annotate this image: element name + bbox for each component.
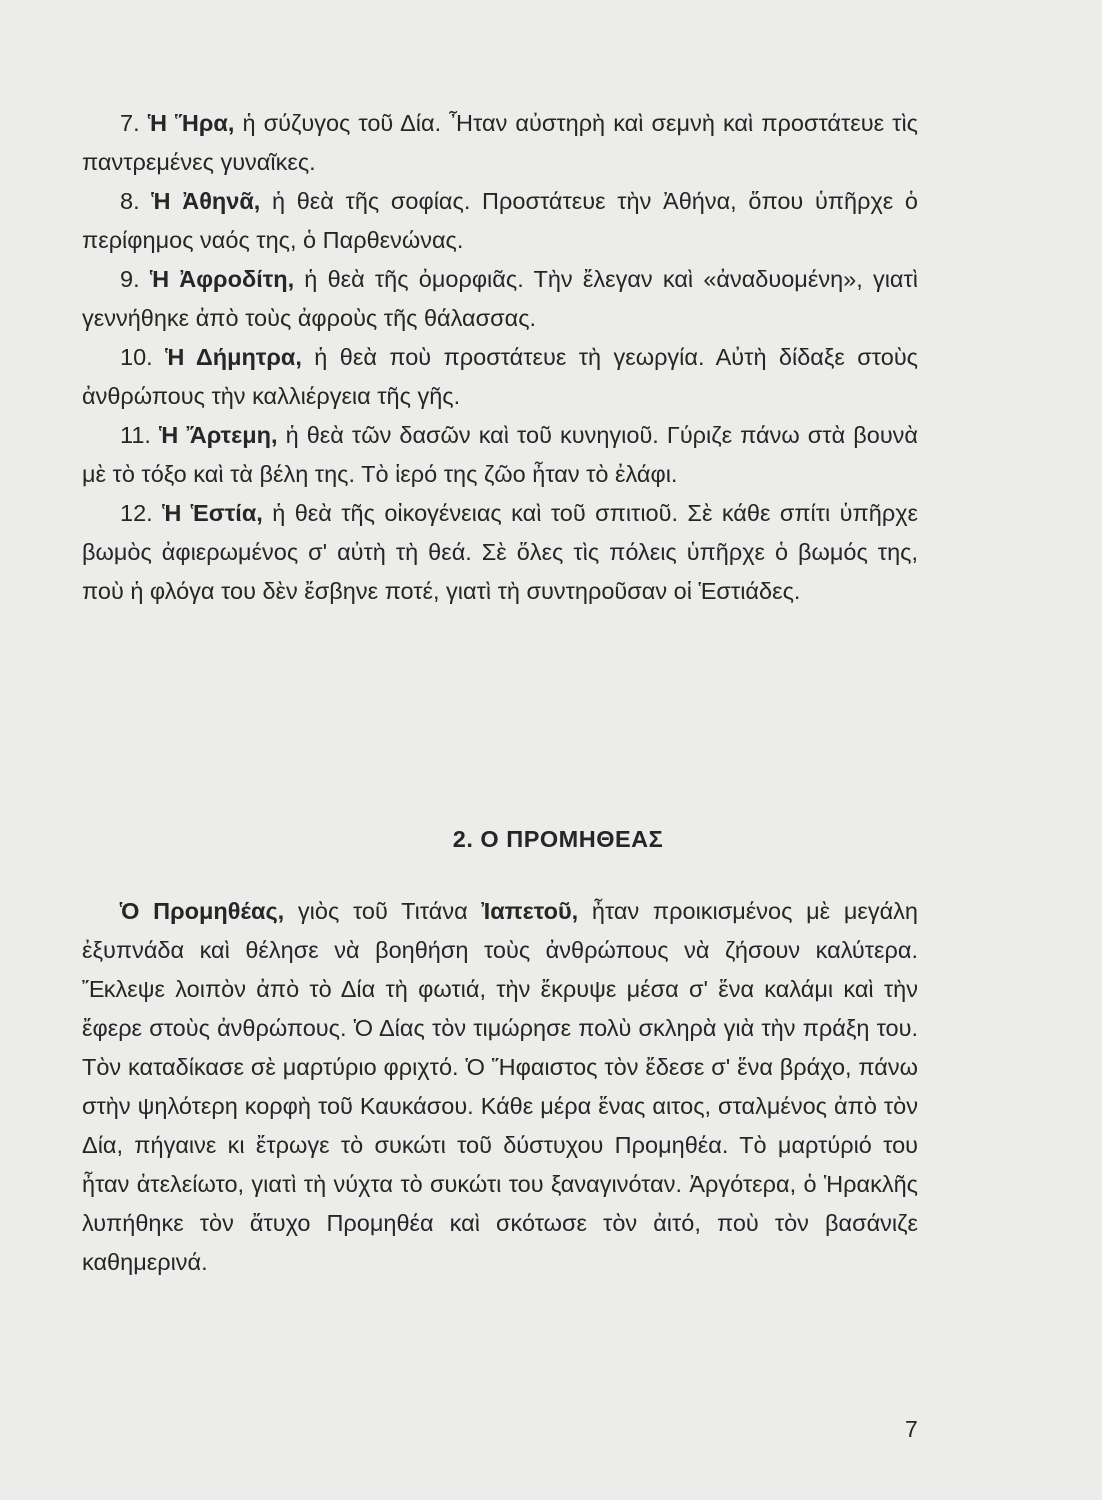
god-description: ἡ θεὰ ποὺ προστάτευε τὴ γεωργία. Αὐτὴ δίδαξε στοὺς ἀνθρώπους τὴν καλλιέργεια τῆς γῆς.	[82, 344, 919, 409]
god-entry-aphrodite	[82, 260, 918, 338]
god-entry-hera	[82, 104, 918, 182]
entry-number: 11.	[120, 422, 151, 448]
prometheus-name: Ὁ Προμηθέας,	[120, 898, 285, 924]
god-description: ἡ θεὰ τῶν δασῶν καὶ τοῦ κυνηγιοῦ. Γύριζε πάνω στὰ βουνὰ μὲ τὸ τόξο καὶ τὰ βέλη της. Τὸ ἱερό της ζῶο ἦταν τὸ ἐλάφι.	[82, 422, 919, 487]
god-description: ἡ θεὰ τῆς οἰκογένειας καὶ τοῦ σπιτιοῦ. Σὲ κάθε σπίτι ὑπῆρχε βωμὸς ἀφιερωμένος σ' αὐτὴ τὴ θεά. Σὲ ὅλες τὶς πόλεις ὑπῆρχε ὁ βωμός της, ποὺ ἡ φλόγα του δὲν ἔσβηνε ποτέ, γιατὶ τὴ συντηροῦσαν οἱ Ἑστιάδες.	[82, 500, 918, 604]
god-name: Ἡ Δήμητρα,	[165, 344, 302, 370]
god-name: Ἡ Ἥρα,	[147, 110, 235, 136]
prometheus-father: Ἰαπετοῦ,	[481, 898, 579, 924]
entry-number: 9.	[120, 266, 140, 292]
god-name: Ἡ Ἑστία,	[162, 500, 263, 526]
entry-number: 8.	[120, 188, 140, 214]
page-number: 7	[905, 1416, 918, 1442]
god-entry-athena	[82, 182, 918, 260]
entry-number: 7.	[120, 110, 140, 136]
god-description: ἡ σύζυγος τοῦ Δία. Ἦταν αὐστηρὴ καὶ σεμνὴ καὶ προστάτευε τὶς παντρεμένες γυναῖκες.	[82, 110, 918, 175]
entry-number: 10.	[120, 344, 153, 370]
gods-list	[82, 104, 918, 611]
prometheus-section	[82, 892, 918, 1282]
god-name: Ἡ Ἀθηνᾶ,	[151, 188, 261, 214]
prometheus-text: ἦταν προικισμένος μὲ μεγάλη ἐξυπνάδα καὶ θέλησε νὰ βοηθήση τοὺς ἀνθρώπους νὰ ζήσουν καλύτερα. Ἔκλεψε λοιπὸν ἀπὸ τὸ Δία τὴ φωτιά, τὴν ἔκρυψε μέσα σ' ἕνα καλάμι καὶ τὴν ἔφερε στοὺς ἀνθρώπους. Ὁ Δίας τὸν τιμώρησε πολὺ σκληρὰ γιὰ τὴν πράξη του. Τὸν καταδίκασε σὲ μαρτύριο φριχτό. Ὁ Ἥφαιστος τὸν ἔδεσε σ' ἕνα βράχο, πάνω στὴν ψηλότερη κορφὴ τοῦ Καυκάσου. Κάθε μέρα ἕνας αιτος, σταλμένος ἀπὸ τὸν Δία, πήγαινε κι ἔτρωγε τὸ συκώτι τοῦ δύστυχου Προμηθέα. Τὸ μαρτύριό του ἦταν ἀτελείωτο, γιατὶ τὴ νύχτα τὸ συκώτι του ξαναγινόταν. Ἀργότερα, ὁ Ἡρακλῆς λυπήθηκε τὸν ἄτυχο Προμηθέα καὶ σκότωσε τὸν ἀιτό, ποὺ τὸν βασάνιζε καθημερινά.	[82, 898, 918, 1275]
god-entry-hestia	[82, 494, 918, 611]
prometheus-text-mid: γιὸς τοῦ Τιτάνα	[284, 898, 482, 924]
god-entry-artemis	[82, 416, 918, 494]
section-heading: 2. Ο ΠΡΟΜΗΘΕΑΣ	[452, 826, 664, 852]
god-description: ἡ θεὰ τῆς ὀμορφιᾶς. Τὴν ἔλεγαν καὶ «ἀναδυομένη», γιατὶ γεννήθηκε ἀπὸ τοὺς ἀφροὺς τῆς θάλασσας.	[82, 266, 919, 331]
god-description: ἡ θεὰ τῆς σοφίας. Προστάτευε τὴν Ἀθήνα, ὅπου ὑπῆρχε ὁ περίφημος ναός της, ὁ Παρθενώνας.	[82, 188, 918, 253]
entry-number: 12.	[120, 500, 153, 526]
god-name: Ἡ Ἄρτεμη,	[159, 422, 278, 448]
prometheus-paragraph	[82, 892, 918, 1282]
god-entry-demeter	[82, 338, 918, 416]
god-name: Ἡ Ἀφροδίτη,	[149, 266, 295, 292]
